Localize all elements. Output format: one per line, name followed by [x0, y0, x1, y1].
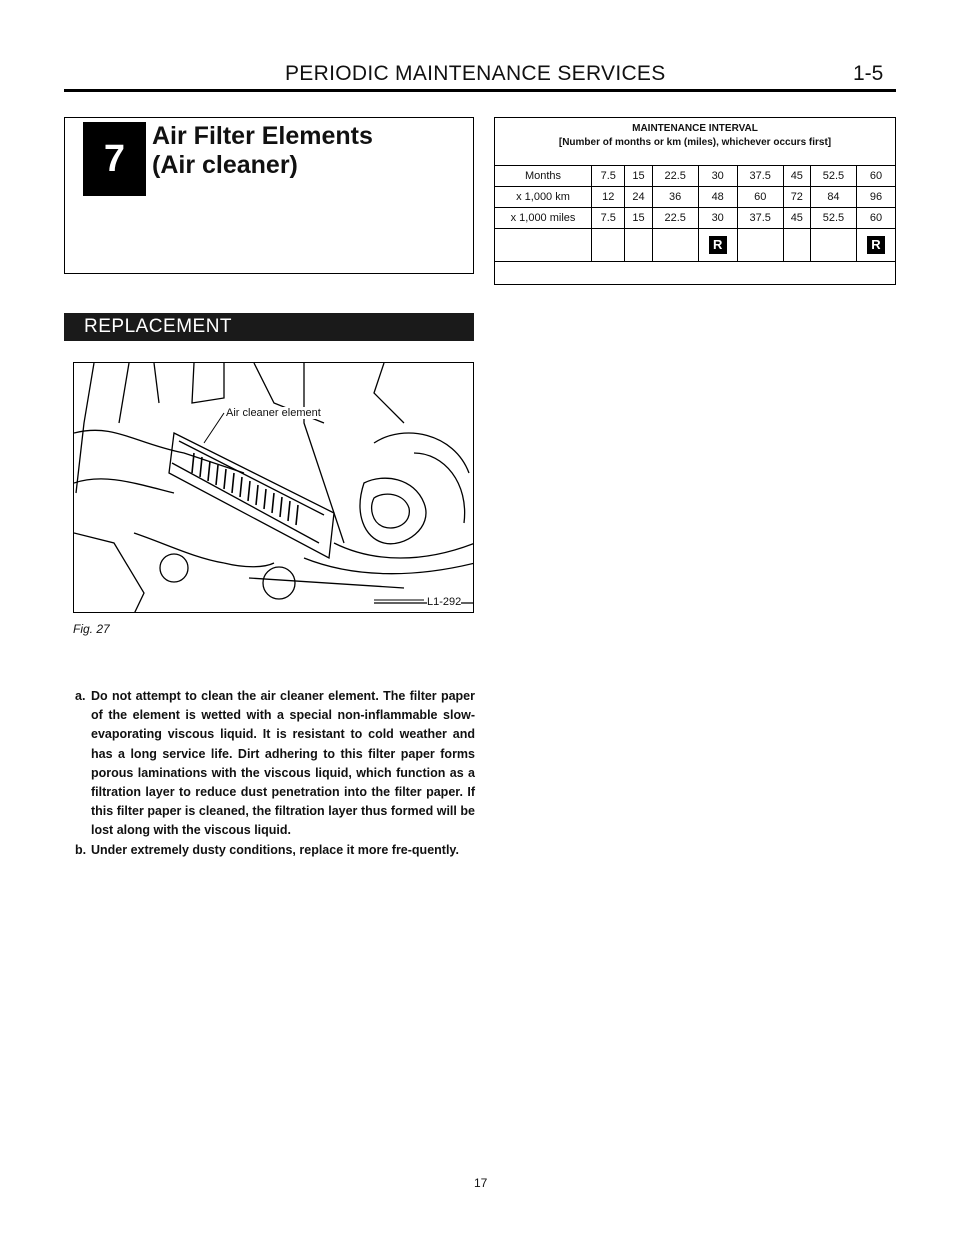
- header-page-ref: 1-5: [853, 62, 884, 85]
- section-title-line2: (Air cleaner): [152, 151, 298, 179]
- maintenance-table-caption: [494, 122, 896, 150]
- table-cell: 7.5: [592, 208, 625, 229]
- table-cell: [737, 229, 783, 262]
- table-cell: 7.5: [592, 166, 625, 187]
- table-cell: [592, 229, 625, 262]
- table-cell: 45: [783, 208, 810, 229]
- table-cell: 60: [737, 187, 783, 208]
- table-row-label: x 1,000 km: [495, 187, 592, 208]
- instruction-text: Do not attempt to clean the air cleaner element. The filter paper of the element is wetted with a special non-inflammable slow-evaporating viscous liquid. It is resistant to cold weather and has a long service life. Dirt adhering to this filter paper forms porous laminations with the viscous liquid, which function as a filtration layer to reduce dust penetration into the filter paper. If this filter paper is cleaned, the filtration layer thus formed will be lost along with the viscous liquid.: [91, 689, 475, 838]
- figure-illustration: [73, 362, 474, 613]
- table-row-label: x 1,000 miles: [495, 208, 592, 229]
- table-cell: 22.5: [652, 166, 698, 187]
- table-cell: [698, 229, 737, 262]
- table-cell: 15: [625, 166, 652, 187]
- table-cell: 72: [783, 187, 810, 208]
- instructions: [75, 687, 475, 860]
- table-cell: 96: [856, 187, 895, 208]
- table-cell: 45: [783, 166, 810, 187]
- figure-code: L1-292: [427, 596, 462, 608]
- subsection-bar: [64, 313, 474, 341]
- table-cell: 24: [625, 187, 652, 208]
- engine-bay-drawing: [74, 363, 474, 613]
- instruction-text: Under extremely dusty conditions, replace it more fre-quently.: [91, 842, 459, 857]
- table-cell: 52.5: [810, 166, 856, 187]
- instruction-marker: b.: [75, 842, 87, 857]
- table-row-label: Months: [495, 166, 592, 187]
- figure-callout-label: Air cleaner element: [226, 407, 321, 419]
- table-cell: [652, 229, 698, 262]
- table-cell: 60: [856, 208, 895, 229]
- table-row-marks: [495, 229, 896, 262]
- section-title: [152, 122, 452, 180]
- page-number: 17: [474, 1176, 488, 1190]
- table-cell: 22.5: [652, 208, 698, 229]
- table-row: [495, 166, 896, 187]
- maintenance-interval-table: [494, 165, 896, 262]
- table-cell: 30: [698, 208, 737, 229]
- header-title: PERIODIC MAINTENANCE SERVICES: [285, 62, 666, 85]
- replace-icon: R: [709, 236, 727, 254]
- table-cell: 48: [698, 187, 737, 208]
- table-cell: 15: [625, 208, 652, 229]
- table-cell: 84: [810, 187, 856, 208]
- table-cell: 30: [698, 166, 737, 187]
- table-cell: 37.5: [737, 166, 783, 187]
- table-cell: [856, 229, 895, 262]
- table-cell: 36: [652, 187, 698, 208]
- table-cell: [783, 229, 810, 262]
- section-title-line1: Air Filter Elements: [152, 122, 373, 150]
- section-number-badge: 7: [83, 122, 146, 196]
- table-row-label: [495, 229, 592, 262]
- maintenance-caption-line2: [Number of months or km (miles), whichever occurs first]: [558, 137, 832, 148]
- table-cell: [625, 229, 652, 262]
- instruction-item: [75, 687, 475, 841]
- table-cell: 60: [856, 166, 895, 187]
- replace-icon: R: [867, 236, 885, 254]
- table-row: [495, 208, 896, 229]
- table-cell: 37.5: [737, 208, 783, 229]
- maintenance-caption-line1: MAINTENANCE INTERVAL: [632, 123, 758, 134]
- header-rule: [64, 89, 896, 92]
- figure-caption: Fig. 27: [73, 622, 110, 636]
- instruction-item: [75, 841, 475, 860]
- subsection-title: REPLACEMENT: [84, 316, 233, 337]
- table-row: [495, 187, 896, 208]
- instruction-marker: a.: [75, 689, 86, 703]
- table-cell: 52.5: [810, 208, 856, 229]
- table-cell: 12: [592, 187, 625, 208]
- table-cell: [810, 229, 856, 262]
